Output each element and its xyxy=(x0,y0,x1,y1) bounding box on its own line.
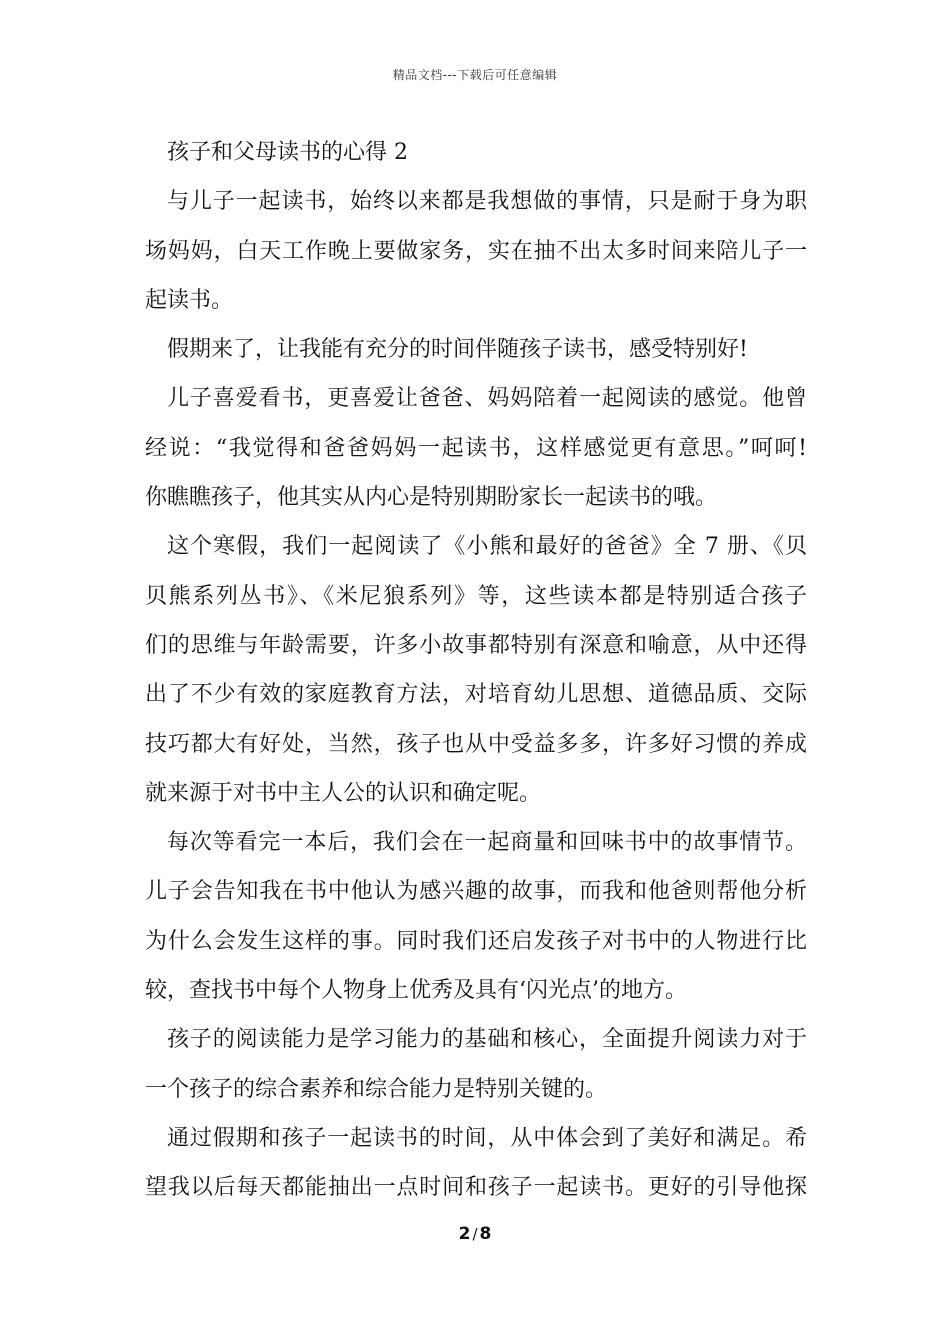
paragraph-line: 望我以后每天都能抽出一点时间和孩子一起读书。更好的引导他探 xyxy=(145,1175,807,1201)
paragraph-line: 假期来了，让我能有充分的时间伴随孩子读书，感受特别好! xyxy=(167,337,748,363)
paragraph-line: 经说：“我觉得和爸爸妈妈一起读书，这样感觉更有意思。”呵呵! xyxy=(145,435,807,461)
paragraph-line: 一个孩子的综合素养和综合能力是特别关键的。 xyxy=(145,1076,608,1102)
paragraph-line: 场妈妈，白天工作晚上要做家务，实在抽不出太多时间来陪儿子一 xyxy=(145,238,807,264)
paragraph-line: 与儿子一起读书，始终以来都是我想做的事情，只是耐于身为职 xyxy=(167,189,807,215)
paragraph xyxy=(145,522,807,818)
paragraph-line: 你瞧瞧孩子，他其实从内心是特别期盼家长一起读书的哦。 xyxy=(145,485,718,511)
paragraph xyxy=(145,818,807,1015)
paragraph-line: 每次等看完一本后，我们会在一起商量和回味书中的故事情节。 xyxy=(167,830,807,856)
paragraph-line: 起读书。 xyxy=(145,287,234,313)
paragraph-line: 为什么会发生这样的事。同时我们还启发孩子对书中的人物进行比 xyxy=(145,928,807,954)
paragraph-line: 较，查找书中每个人物身上优秀及具有‘闪光点’的地方。 xyxy=(145,978,687,1004)
document-body xyxy=(145,128,807,1213)
page-separator: / xyxy=(472,1225,478,1243)
paragraph xyxy=(145,374,807,522)
paragraph-line: 出了不少有效的家庭教育方法，对培育幼儿思想、道德品质、交际 xyxy=(145,682,807,708)
paragraph-line: 通过假期和孩子一起读书的时间，从中体会到了美好和满足。希 xyxy=(167,1125,807,1151)
paragraph-list xyxy=(145,177,807,1212)
document-title: 孩子和父母读书的心得 2 xyxy=(167,140,408,165)
page-total: 8 xyxy=(479,1224,492,1244)
paragraph-line: 技巧都大有好处，当然，孩子也从中受益多多，许多好习惯的养成 xyxy=(145,731,807,757)
paragraph xyxy=(145,177,807,325)
paragraph-line: 贝熊系列丛书》、《米尼狼系列》等，这些读本都是特别适合孩子 xyxy=(145,583,807,609)
paragraph xyxy=(145,1114,807,1213)
paragraph-line: 儿子会告知我在书中他认为感兴趣的故事，而我和他爸则帮他分析 xyxy=(145,879,807,905)
paragraph xyxy=(145,325,807,374)
page-header: 精品文档---下载后可任意编辑 xyxy=(392,68,558,82)
paragraph-line: 们的思维与年龄需要，许多小故事都特别有深意和喻意，从中还得 xyxy=(145,632,807,658)
paragraph-line: 这个寒假，我们一起阅读了《小熊和最好的爸爸》全 7 册、《贝 xyxy=(167,534,807,560)
paragraph-line: 孩子的阅读能力是学习能力的基础和核心，全面提升阅读力对于 xyxy=(167,1027,807,1053)
page-current: 2 xyxy=(458,1224,471,1244)
paragraph-line: 就来源于对书中主人公的认识和确定呢。 xyxy=(145,780,542,806)
page-number xyxy=(0,1224,950,1244)
paragraph-line: 儿子喜爱看书，更喜爱让爸爸、妈妈陪着一起阅读的感觉。他曾 xyxy=(167,386,807,412)
paragraph xyxy=(145,1015,807,1114)
